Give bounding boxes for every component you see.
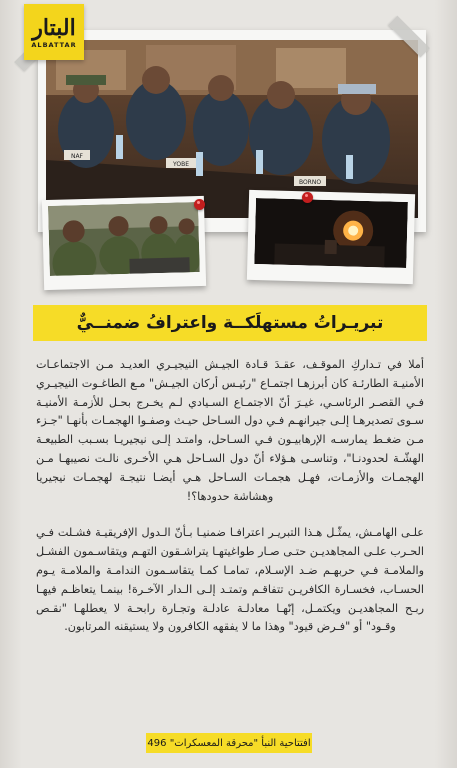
nameplate-naf: NAF (70, 153, 84, 160)
article-paragraph: أملا في تـداركِ الموقـف، عقـدَ قـادة الجيـش النيجيـري العديـد مـن الاجتماعـات الأمنيـة الطارئـة كان أبرزهـا اجتمـاع "رئيـس أركان الجيـش" مـع الطاغـوت النيجيـري فـي القصـر الرئاسـي، غيـرَ أنّ الاجتمـاع السـيادي لـم يخـرج بحـل للأزمـة الأمنيـة سـوى تصديرهـا إلـى جيرانهـم فـي دول السـاحل حيـث وصفـوا الهجمـات بأنهـا "جـزء مـن ضغـط يمارسـه الإرهابيـون فـي السـاحل، وامتـد إلـى نيجيريـا بسـبب الطبيعـة الهشّـة لحدودنـا"، وتناسـى هـؤلاء أنّ دول السـاحل هـي الأخـرى نالـت نصيبهـا مـن الهجمـات والأزمـات، فهـل هجمـات السـاحل هـي أيضـا نتيجـة لهجمـات نيجيريا وهشاشة حدودها؟! (36, 358, 424, 503)
photo-conference-room (46, 40, 418, 218)
logo-arabic-text: البتار (32, 14, 76, 41)
pushpin-icon (194, 199, 205, 210)
headline-text: تبريـراتُ مستهلَكــة واعترافُ ضمنــيٌّ (76, 313, 384, 333)
article-paragraph: علـى الهامـش، يمثّـل هـذا التبريـر اعترافـا ضمنيـا بـأنّ الـدول الإفريقيـة فشـلت فـي الحـرب علـى المجاهديـن حتـى صـار طواغيتهـا يتراشـقون التهـم ويتقاسـمون الفشـل والملامـة فـي حربهـم ضـد الإسـلام، تمامـا كمـا يتقاسـمون الندامـة والملامـة يـوم الحسـاب، فخسـارة الكافريـن تتفاقـم وتمتـد إلـى الـدار الآخـرة! بينمـا يتعاظـم فيهـا ربـح المجاهديـن ويكتمـل، إنّهـا معادلـة عادلـة وتجـارة رابحـة لا يعطلهـا "نقـص وقـود" أو "فـرض قيود" وهذا ما لا يفقهه الكافرون ولا يستيقنه المرتابون. (36, 526, 424, 634)
source-caption (146, 733, 312, 753)
pushpin-icon (302, 192, 313, 203)
albattar-logo (24, 4, 84, 60)
photo-military-officers (48, 202, 200, 276)
nameplate-borno: BORNO (298, 179, 322, 186)
photo-night-fire (254, 198, 408, 268)
article-body (36, 356, 424, 637)
background-edge-right (435, 0, 457, 768)
background-edge-left (0, 0, 22, 768)
photo-officers-frame (42, 196, 206, 290)
nameplate-yobe: YOBE (173, 161, 189, 168)
photo-fire-frame (247, 190, 415, 284)
logo-latin-text: ALBATTAR (31, 40, 77, 49)
caption-text: افتتاحية النبأ "محرقة المعسكرات" 496 (147, 737, 311, 749)
headline-banner (33, 305, 427, 341)
